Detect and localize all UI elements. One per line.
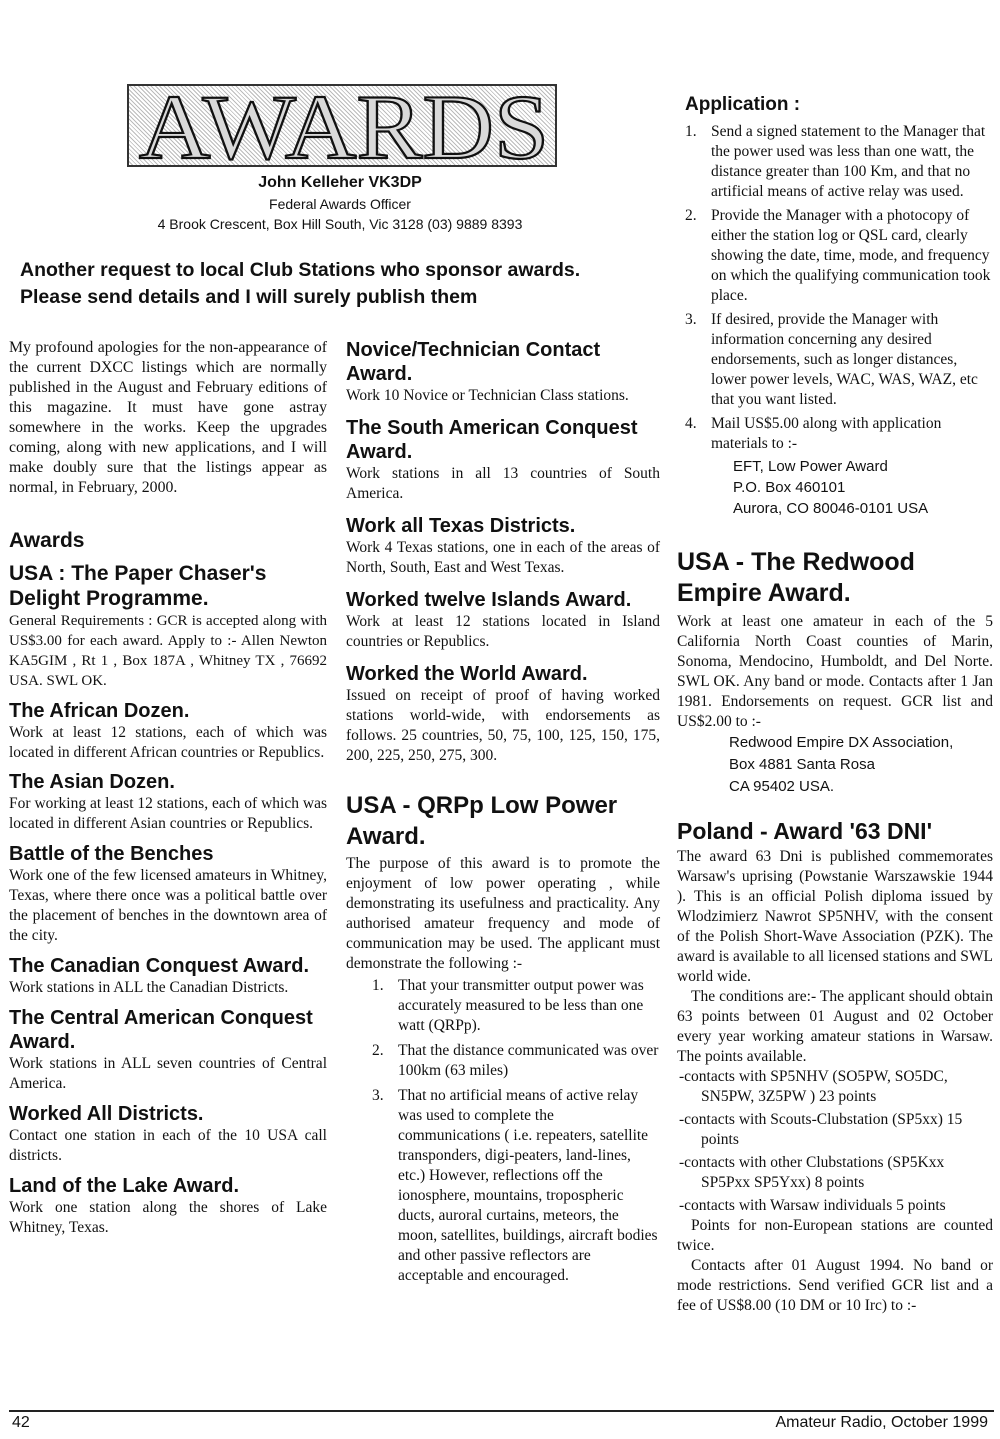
request-line-1: Another request to local Club Stations who sponsor awards. xyxy=(20,259,581,281)
poland-conditions: The conditions are:- The applicant should obtain 63 points between 01 August and 02 October every year working amateur stations in Warsaw. The points available. xyxy=(677,988,993,1065)
poland-points-item: -contacts with Scouts-Clubstation (SP5xx) 15 points xyxy=(679,1111,963,1148)
african-dozen-title: The African Dozen. xyxy=(9,700,190,722)
redwood-address-line: Box 4881 Santa Rosa xyxy=(729,756,875,773)
author-title: Federal Awards Officer xyxy=(269,196,411,212)
eft-address-line: P.O. Box 460101 xyxy=(733,479,846,496)
worked-all-districts-body: Contact one station in each of the 10 USA call districts. xyxy=(9,1127,327,1164)
item-text: Send a signed statement to the Manager that the power used was less than one watt, the distance greater than 100 Km, and that no artificial means of active relay was used. xyxy=(711,123,986,200)
land-of-lake-title: Land of the Lake Award. xyxy=(9,1175,240,1197)
awards-logo-graphic xyxy=(129,86,559,169)
redwood-address-line: Redwood Empire DX Association, xyxy=(729,734,954,751)
item-number: 1. xyxy=(372,977,384,994)
land-of-lake-body: Work one station along the shores of Lake Whitney, Texas. xyxy=(9,1199,327,1236)
texas-districts-body: Work 4 Texas stations, one in each of the areas of North, South, East and West Texas. xyxy=(346,539,660,576)
canadian-conquest-title: The Canadian Conquest Award. xyxy=(9,955,310,977)
redwood-address-line: CA 95402 USA. xyxy=(729,778,835,795)
qrpp-requirement-item xyxy=(372,976,660,1036)
worked-world-body: Issued on receipt of proof of having worked stations world-wide, with endorsements as follows. 25 countries, 50, 75, 100, 125, 150, 175, 200, 225, 250, 275, 300. xyxy=(346,687,660,764)
poland-points-item: -contacts with SP5NHV (SO5PW, SO5DC, SN5PW, 3Z5PW ) 23 points xyxy=(679,1068,948,1105)
item-number: 2. xyxy=(685,207,697,224)
item-number: 1. xyxy=(685,123,697,140)
eft-address xyxy=(677,456,993,519)
item-text: If desired, provide the Manager with information concerning any desired endorsements, such as longer distances, lower power levels, WAC, WAS, WAZ, etc that you want listed. xyxy=(711,311,978,408)
awards-logo xyxy=(127,84,557,167)
awards-heading: Awards xyxy=(9,529,85,552)
column-middle xyxy=(346,338,660,1286)
request-line-2: Please send details and I will surely publish them xyxy=(20,286,478,308)
column-right xyxy=(677,92,993,1316)
application-item xyxy=(685,206,993,306)
paper-chaser-title: USA : The Paper Chaser's Delight Programme. xyxy=(9,562,267,610)
author-block xyxy=(0,172,680,234)
redwood-body: Work at least one amateur in each of the 5 California North Coast counties of Marin, Sonoma, Mendocino, Humboldt, and Del Norte. SWL OK. Any band or mode. Contacts after 1 Jan 1981. Endorsements on request. GCR list and US$2.00 to :- xyxy=(677,613,993,730)
item-number: 3. xyxy=(372,1087,384,1104)
item-text: That no artificial means of active relay was used to complete the communications ( i.e. repeaters, satellite transponders, digi-peaters, land-lines, etc.) However, reflections off the ionosphere, mountains, tropospheric ducts, auroral curtains, meteors, the moon, satellites, buildings, aircraft bodies and other passive reflectors are acceptable and encouraged. xyxy=(398,1087,658,1284)
page-number: 42 xyxy=(12,1414,30,1431)
south-american-body: Work stations in all 13 countries of South America. xyxy=(346,465,660,502)
eft-address-line: EFT, Low Power Award xyxy=(733,458,888,475)
poland-points-list xyxy=(677,1067,993,1216)
qrpp-body: The purpose of this award is to promote the enjoyment of low power operating , while demonstrating its usefulness and practicality. Any authorised amateur frequency and mode of communication may be used. The applicant must demonstrate the following :- xyxy=(346,855,660,972)
author-address: 4 Brook Crescent, Box Hill South, Vic 3128 (03) 9889 8393 xyxy=(157,216,523,232)
author-name: John Kelleher VK3DP xyxy=(258,174,422,191)
texas-districts-title: Work all Texas Districts. xyxy=(346,515,576,537)
column-left xyxy=(9,338,327,1238)
qrpp-requirements-list xyxy=(372,976,660,1286)
poland-points-item: -contacts with other Clubstations (SP5Kxx SP5Pxx SP5Yxx) 8 points xyxy=(679,1154,945,1191)
application-title: Application : xyxy=(685,94,801,115)
qrpp-requirement-item xyxy=(372,1041,660,1081)
battle-benches-title: Battle of the Benches xyxy=(9,843,214,865)
central-american-title: The Central American Conquest Award. xyxy=(9,1007,313,1053)
asian-dozen-body: For working at least 12 stations, each of which was located in different Asian countries or Republics. xyxy=(9,795,327,832)
poland-title: Poland - Award '63 DNI' xyxy=(677,818,933,844)
application-list xyxy=(685,122,993,454)
application-item xyxy=(685,414,993,454)
qrpp-title: USA - QRPp Low Power Award. xyxy=(346,792,618,850)
intro-paragraph: My profound apologies for the non-appearance of the current DXCC listings which are normally published in the August and February editions of this magazine. It must have gone astray somewhere in the works. Keep the upgrades coming, along with new applications, and I will make doubly sure that the listings appear as normal, in February, 2000. xyxy=(9,339,327,496)
item-text: Mail US$5.00 along with application materials to :- xyxy=(711,415,942,452)
awards-logo-text: AWARDS xyxy=(139,86,549,169)
footer-divider xyxy=(9,1410,994,1412)
poland-non-european: Points for non-European stations are counted twice. xyxy=(677,1217,993,1254)
twelve-islands-title: Worked twelve Islands Award. xyxy=(346,589,632,611)
application-item xyxy=(685,310,993,410)
item-number: 2. xyxy=(372,1042,384,1059)
canadian-conquest-body: Work stations in ALL the Canadian Districts. xyxy=(9,979,289,996)
item-text: That your transmitter output power was accurately measured to be less than one watt (QRPp). xyxy=(398,977,644,1034)
poland-points-item: -contacts with Warsaw individuals 5 points xyxy=(679,1197,946,1214)
item-number: 3. xyxy=(685,311,697,328)
paper-chaser-body: General Requirements : GCR is accepted along with US$3.00 for each award. Apply to :- Allen Newton KA5GIM , Rt 1 , Box 187A , Whitney TX , 76692 USA. SWL OK. xyxy=(9,613,327,689)
item-text: That the distance communicated was over 100km (63 miles) xyxy=(398,1042,659,1079)
african-dozen-body: Work at least 12 stations, each of which was located in different African countries or Republics. xyxy=(9,724,327,761)
publication-footer: Amateur Radio, October 1999 xyxy=(775,1414,988,1431)
item-text: Provide the Manager with a photocopy of either the station log or QSL card, clearly showing the date, time, mode, and frequency on which the qualifying communication took place. xyxy=(711,207,991,304)
south-american-title: The South American Conquest Award. xyxy=(346,417,638,463)
application-item xyxy=(685,122,993,202)
worked-all-districts-title: Worked All Districts. xyxy=(9,1103,204,1125)
central-american-body: Work stations in ALL seven countries of Central America. xyxy=(9,1055,327,1092)
asian-dozen-title: The Asian Dozen. xyxy=(9,771,175,793)
eft-address-line: Aurora, CO 80046-0101 USA xyxy=(733,500,929,517)
redwood-address xyxy=(677,732,993,798)
novice-technician-title: Novice/Technician Contact Award. xyxy=(346,339,601,385)
worked-world-title: Worked the World Award. xyxy=(346,663,588,685)
item-number: 4. xyxy=(685,415,697,432)
club-request-notice xyxy=(20,257,680,311)
twelve-islands-body: Work at least 12 stations located in Island countries or Republics. xyxy=(346,613,660,650)
poland-final: Contacts after 01 August 1994. No band or mode restrictions. Send verified GCR list and a fee of US$8.00 (10 DM or 10 Irc) to :- xyxy=(677,1257,993,1314)
redwood-title: USA - The Redwood Empire Award. xyxy=(677,548,915,607)
qrpp-requirement-item xyxy=(372,1086,660,1286)
poland-body: The award 63 Dni is published commemorates Warsaw's uprising (Powstanie Warszawskie 1944 ). This is an official Polish diploma issued by Wlodzimierz Nawrot SP5NHV, with the consent of the Polish Short-Wave Association (PZK). The award is available to all licensed stations and SWL world wide. xyxy=(677,848,993,985)
battle-benches-body: Work one of the few licensed amateurs in Whitney, Texas, where there once was a political battle over the placement of benches in the downtown area of the city. xyxy=(9,867,327,944)
novice-technician-body: Work 10 Novice or Technician Class stations. xyxy=(346,387,629,404)
